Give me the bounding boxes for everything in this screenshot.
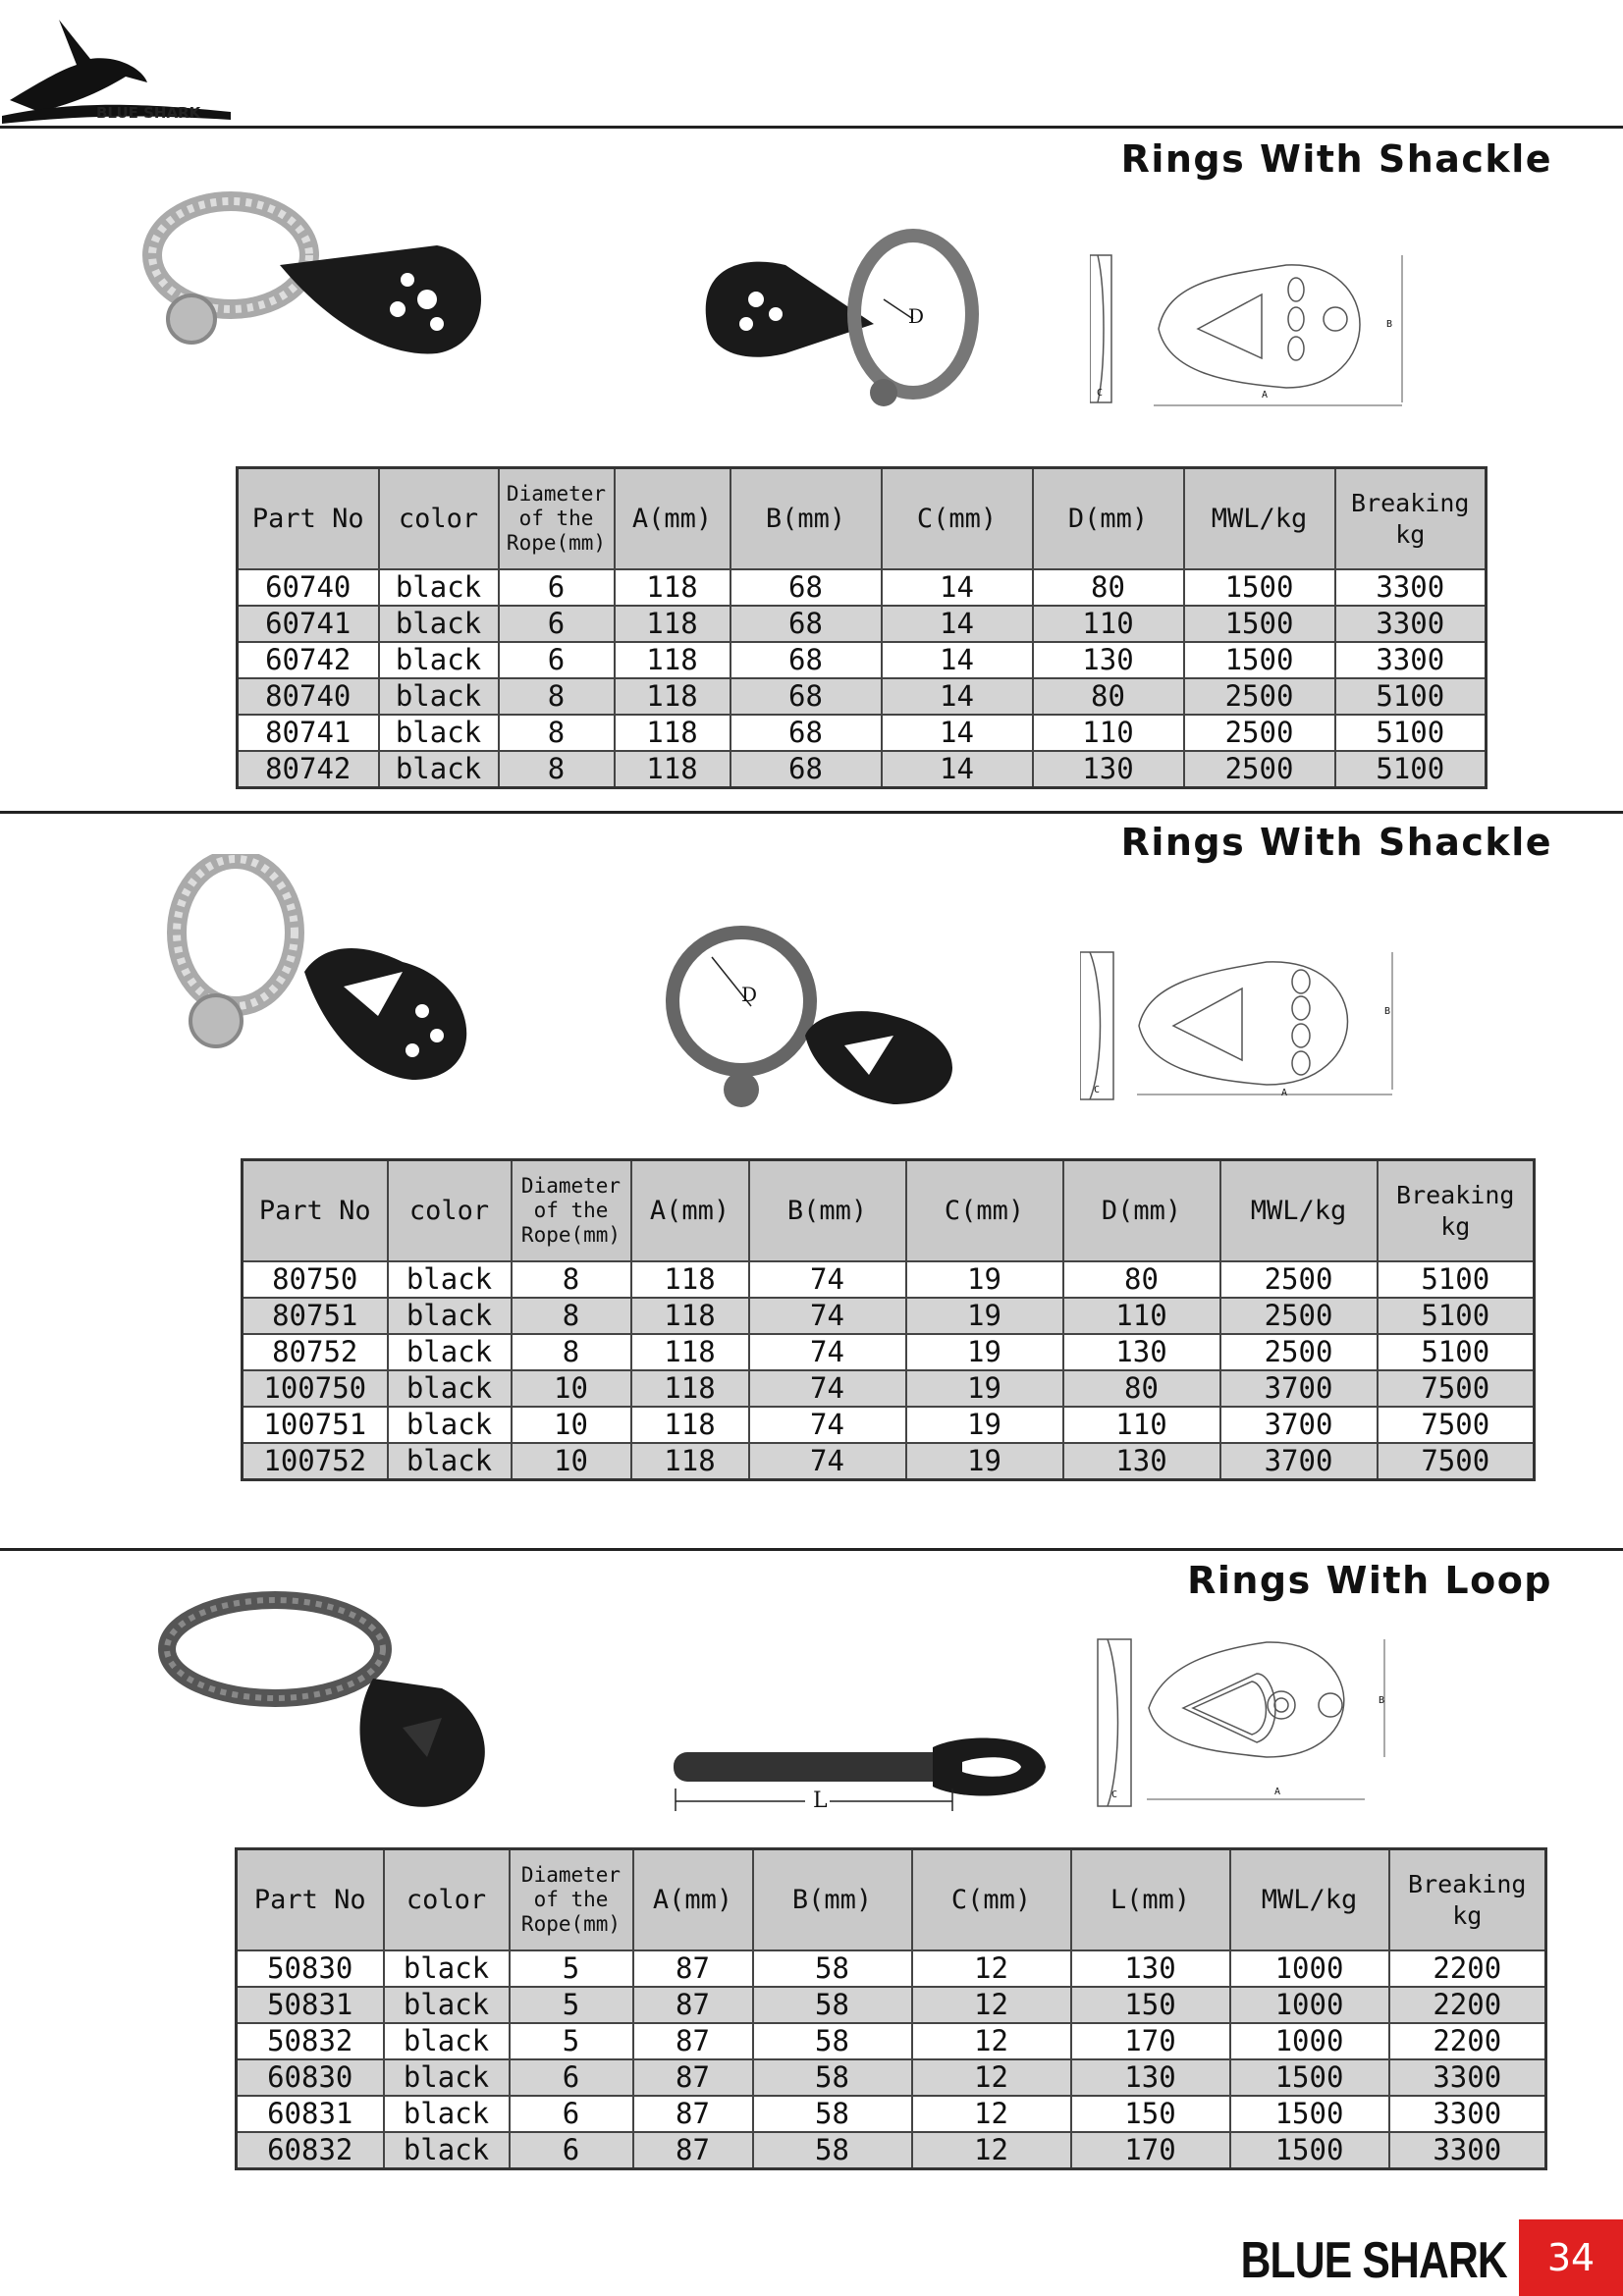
- col-breaking: Breaking kg: [1378, 1160, 1535, 1262]
- table-cell: 118: [615, 678, 730, 715]
- table-cell: 3300: [1335, 606, 1487, 642]
- table-cell: 19: [906, 1407, 1063, 1443]
- table-cell: 80751: [243, 1298, 388, 1334]
- table-cell: black: [384, 2059, 510, 2096]
- dimension-label-c: C: [1094, 1085, 1101, 1095]
- dimension-label-b: B: [1386, 319, 1393, 330]
- table-cell: 3300: [1389, 2096, 1546, 2132]
- table-cell: 3700: [1220, 1443, 1378, 1480]
- table-cell: 58: [753, 2096, 912, 2132]
- table-cell: 19: [906, 1334, 1063, 1370]
- table-cell: 80750: [243, 1261, 388, 1298]
- table-cell: 3300: [1335, 569, 1487, 606]
- col-diameter: Diameter of the Rope(mm): [510, 1849, 633, 1951]
- table-cell: 19: [906, 1298, 1063, 1334]
- table-row: [238, 606, 1487, 642]
- table-cell: black: [384, 2096, 510, 2132]
- section-3-title: Rings With Loop: [1187, 1559, 1552, 1602]
- table-cell: 6: [510, 2132, 633, 2169]
- section-2-technical-diagram: [1080, 947, 1404, 1108]
- table-row: [238, 678, 1487, 715]
- table-cell: 8: [499, 751, 615, 788]
- table-cell: 14: [882, 606, 1033, 642]
- dimension-label-b: B: [1384, 1006, 1391, 1017]
- table-cell: 3300: [1335, 642, 1487, 678]
- table-cell: 74: [749, 1298, 906, 1334]
- table-cell: 80740: [238, 678, 379, 715]
- table-cell: 12: [912, 2059, 1071, 2096]
- table-cell: black: [388, 1334, 512, 1370]
- table-cell: 1500: [1230, 2059, 1389, 2096]
- table-cell: 1500: [1184, 642, 1335, 678]
- col-b: B(mm): [730, 468, 882, 570]
- table-row: [243, 1334, 1535, 1370]
- col-a: A(mm): [631, 1160, 749, 1262]
- col-mwl: MWL/kg: [1220, 1160, 1378, 1262]
- table-cell: 60832: [237, 2132, 384, 2169]
- table-cell: 1000: [1230, 1950, 1389, 1987]
- table-cell: 68: [730, 678, 882, 715]
- section-1-product-photo: [133, 187, 506, 367]
- table-row: [237, 2096, 1546, 2132]
- dimension-label-c: C: [1111, 1789, 1118, 1800]
- table-cell: 68: [730, 569, 882, 606]
- table-cell: 118: [631, 1334, 749, 1370]
- table-cell: 50832: [237, 2023, 384, 2059]
- table-cell: black: [379, 678, 499, 715]
- table-cell: 19: [906, 1370, 1063, 1407]
- col-color: color: [384, 1849, 510, 1951]
- table-cell: 170: [1071, 2023, 1230, 2059]
- section-2-spec-table: [241, 1158, 1536, 1481]
- table-cell: 150: [1071, 2096, 1230, 2132]
- table-cell: black: [388, 1407, 512, 1443]
- table-header-row: [238, 468, 1487, 570]
- table-cell: 8: [512, 1334, 631, 1370]
- table-cell: 8: [499, 678, 615, 715]
- table-cell: 10: [512, 1370, 631, 1407]
- table-cell: 14: [882, 678, 1033, 715]
- col-diameter: Diameter of the Rope(mm): [499, 468, 615, 570]
- table-cell: 68: [730, 715, 882, 751]
- table-cell: 118: [615, 715, 730, 751]
- logo-text: BLUE SHARK: [96, 104, 201, 122]
- col-a: A(mm): [633, 1849, 753, 1951]
- table-cell: black: [384, 2023, 510, 2059]
- dimension-label-a: A: [1281, 1088, 1288, 1098]
- table-cell: 50830: [237, 1950, 384, 1987]
- table-cell: black: [379, 751, 499, 788]
- table-cell: 12: [912, 2023, 1071, 2059]
- table-cell: 1500: [1230, 2132, 1389, 2169]
- table-cell: 58: [753, 1987, 912, 2023]
- table-cell: 68: [730, 642, 882, 678]
- table-cell: 2200: [1389, 2023, 1546, 2059]
- header-rule: [0, 126, 1623, 129]
- table-cell: 68: [730, 751, 882, 788]
- table-cell: 14: [882, 642, 1033, 678]
- table-cell: 5: [510, 2023, 633, 2059]
- section-divider-1: [0, 811, 1623, 814]
- table-cell: 1500: [1184, 606, 1335, 642]
- table-cell: 12: [912, 2096, 1071, 2132]
- table-cell: 87: [633, 2023, 753, 2059]
- table-cell: 10: [512, 1443, 631, 1480]
- table-cell: 7500: [1378, 1370, 1535, 1407]
- table-cell: 6: [510, 2059, 633, 2096]
- table-cell: 110: [1033, 715, 1184, 751]
- col-diameter: Diameter of the Rope(mm): [512, 1160, 631, 1262]
- table-cell: 130: [1071, 2059, 1230, 2096]
- table-cell: black: [379, 606, 499, 642]
- col-d: D(mm): [1033, 468, 1184, 570]
- table-cell: 14: [882, 751, 1033, 788]
- table-cell: 2200: [1389, 1950, 1546, 1987]
- table-row: [243, 1298, 1535, 1334]
- table-cell: 170: [1071, 2132, 1230, 2169]
- col-part-no: Part No: [237, 1849, 384, 1951]
- table-cell: 87: [633, 2059, 753, 2096]
- table-cell: 118: [615, 642, 730, 678]
- table-row: [238, 715, 1487, 751]
- table-cell: 14: [882, 715, 1033, 751]
- col-color: color: [379, 468, 499, 570]
- table-cell: 130: [1063, 1443, 1220, 1480]
- section-3-product-photo-dimension: [668, 1728, 1060, 1820]
- table-cell: 7500: [1378, 1443, 1535, 1480]
- col-color: color: [388, 1160, 512, 1262]
- table-cell: 80: [1033, 569, 1184, 606]
- table-cell: 60741: [238, 606, 379, 642]
- table-row: [237, 2023, 1546, 2059]
- table-cell: 74: [749, 1407, 906, 1443]
- table-cell: 74: [749, 1443, 906, 1480]
- table-row: [243, 1261, 1535, 1298]
- section-1-technical-diagram: [1090, 250, 1414, 411]
- table-cell: 58: [753, 2059, 912, 2096]
- table-cell: 3700: [1220, 1407, 1378, 1443]
- table-header-row: [237, 1849, 1546, 1951]
- table-cell: black: [388, 1370, 512, 1407]
- table-cell: 118: [631, 1407, 749, 1443]
- table-cell: 50831: [237, 1987, 384, 2023]
- table-cell: 130: [1033, 642, 1184, 678]
- table-row: [237, 1987, 1546, 2023]
- col-c: C(mm): [882, 468, 1033, 570]
- dimension-label-l: L: [813, 1789, 828, 1813]
- table-cell: 6: [499, 642, 615, 678]
- table-cell: 12: [912, 1987, 1071, 2023]
- table-cell: 5100: [1335, 751, 1487, 788]
- table-cell: 80741: [238, 715, 379, 751]
- table-cell: 1500: [1184, 569, 1335, 606]
- table-cell: 100750: [243, 1370, 388, 1407]
- table-cell: 8: [499, 715, 615, 751]
- table-cell: 80: [1063, 1370, 1220, 1407]
- table-cell: 60831: [237, 2096, 384, 2132]
- table-cell: 130: [1033, 751, 1184, 788]
- table-cell: 5100: [1335, 715, 1487, 751]
- table-cell: 118: [615, 569, 730, 606]
- table-row: [238, 642, 1487, 678]
- table-cell: 130: [1071, 1950, 1230, 1987]
- section-1-product-photo-dimension: [687, 206, 982, 416]
- table-cell: 1500: [1230, 2096, 1389, 2132]
- table-cell: black: [384, 1950, 510, 1987]
- table-cell: 1000: [1230, 1987, 1389, 2023]
- table-cell: 68: [730, 606, 882, 642]
- table-cell: 60740: [238, 569, 379, 606]
- section-2-product-photo: [157, 854, 501, 1094]
- brand-logo: [0, 14, 236, 128]
- dimension-label-d: D: [741, 983, 758, 1006]
- table-cell: black: [384, 1987, 510, 2023]
- section-divider-2: [0, 1548, 1623, 1551]
- table-row: [237, 1950, 1546, 1987]
- dimension-label-c: C: [1097, 388, 1104, 399]
- table-cell: 60742: [238, 642, 379, 678]
- col-b: B(mm): [749, 1160, 906, 1262]
- table-cell: 2500: [1220, 1334, 1378, 1370]
- col-l: L(mm): [1071, 1849, 1230, 1951]
- table-cell: 110: [1033, 606, 1184, 642]
- section-1-title: Rings With Shackle: [1120, 137, 1552, 181]
- col-a: A(mm): [615, 468, 730, 570]
- dimension-label-a: A: [1262, 390, 1269, 400]
- table-row: [237, 2059, 1546, 2096]
- table-cell: 80752: [243, 1334, 388, 1370]
- table-cell: 58: [753, 1950, 912, 1987]
- table-cell: 118: [615, 606, 730, 642]
- col-c: C(mm): [912, 1849, 1071, 1951]
- table-cell: 58: [753, 2023, 912, 2059]
- table-cell: 5: [510, 1987, 633, 2023]
- table-cell: 100751: [243, 1407, 388, 1443]
- table-cell: 5100: [1378, 1261, 1535, 1298]
- table-cell: 74: [749, 1261, 906, 1298]
- table-cell: 110: [1063, 1407, 1220, 1443]
- table-cell: 1000: [1230, 2023, 1389, 2059]
- table-cell: black: [388, 1261, 512, 1298]
- table-row: [237, 2132, 1546, 2169]
- section-3-technical-diagram: [1090, 1634, 1404, 1815]
- table-row: [238, 569, 1487, 606]
- table-cell: 2500: [1184, 751, 1335, 788]
- table-row: [243, 1370, 1535, 1407]
- col-c: C(mm): [906, 1160, 1063, 1262]
- table-cell: black: [388, 1298, 512, 1334]
- col-breaking: Breaking kg: [1389, 1849, 1546, 1951]
- table-cell: 19: [906, 1261, 1063, 1298]
- table-cell: 7500: [1378, 1407, 1535, 1443]
- table-cell: 110: [1063, 1298, 1220, 1334]
- table-cell: 3700: [1220, 1370, 1378, 1407]
- table-cell: 60830: [237, 2059, 384, 2096]
- table-cell: 80: [1063, 1261, 1220, 1298]
- table-cell: 19: [906, 1443, 1063, 1480]
- col-mwl: MWL/kg: [1230, 1849, 1389, 1951]
- table-cell: 5: [510, 1950, 633, 1987]
- col-d: D(mm): [1063, 1160, 1220, 1262]
- table-cell: black: [379, 569, 499, 606]
- table-cell: 12: [912, 2132, 1071, 2169]
- table-cell: 6: [499, 569, 615, 606]
- table-cell: 8: [512, 1261, 631, 1298]
- table-cell: 5100: [1378, 1298, 1535, 1334]
- col-part-no: Part No: [238, 468, 379, 570]
- table-cell: 2200: [1389, 1987, 1546, 2023]
- table-header-row: [243, 1160, 1535, 1262]
- table-cell: 74: [749, 1334, 906, 1370]
- table-cell: 2500: [1220, 1261, 1378, 1298]
- table-cell: black: [379, 715, 499, 751]
- table-cell: 2500: [1184, 715, 1335, 751]
- table-cell: 6: [499, 606, 615, 642]
- footer-brand: BLUE SHARK: [1240, 2232, 1507, 2289]
- table-cell: 3300: [1389, 2132, 1546, 2169]
- table-cell: black: [384, 2132, 510, 2169]
- table-cell: 5100: [1335, 678, 1487, 715]
- table-cell: 118: [631, 1298, 749, 1334]
- section-3-spec-table: [235, 1847, 1547, 2170]
- table-row: [238, 751, 1487, 788]
- table-cell: 87: [633, 2132, 753, 2169]
- table-cell: 150: [1071, 1987, 1230, 2023]
- table-cell: 8: [512, 1298, 631, 1334]
- table-cell: 118: [631, 1443, 749, 1480]
- col-part-no: Part No: [243, 1160, 388, 1262]
- section-2-product-photo-dimension: [658, 918, 972, 1118]
- table-cell: 80: [1033, 678, 1184, 715]
- table-cell: 10: [512, 1407, 631, 1443]
- table-cell: 12: [912, 1950, 1071, 1987]
- table-cell: 87: [633, 2096, 753, 2132]
- page-number: 34: [1519, 2219, 1623, 2296]
- table-cell: 100752: [243, 1443, 388, 1480]
- section-3-product-photo: [147, 1580, 520, 1830]
- table-cell: 118: [631, 1370, 749, 1407]
- table-cell: 87: [633, 1950, 753, 1987]
- table-cell: 5100: [1378, 1334, 1535, 1370]
- table-cell: 6: [510, 2096, 633, 2132]
- table-cell: 130: [1063, 1334, 1220, 1370]
- table-cell: 118: [631, 1261, 749, 1298]
- col-mwl: MWL/kg: [1184, 468, 1335, 570]
- table-cell: 2500: [1184, 678, 1335, 715]
- table-row: [243, 1407, 1535, 1443]
- table-cell: 80742: [238, 751, 379, 788]
- table-cell: 87: [633, 1987, 753, 2023]
- table-cell: 14: [882, 569, 1033, 606]
- table-cell: 74: [749, 1370, 906, 1407]
- dimension-label-b: B: [1379, 1695, 1385, 1706]
- table-row: [243, 1443, 1535, 1480]
- dimension-label-d: D: [908, 304, 925, 328]
- table-cell: black: [379, 642, 499, 678]
- table-cell: 58: [753, 2132, 912, 2169]
- section-1-spec-table: [236, 466, 1488, 789]
- table-cell: black: [388, 1443, 512, 1480]
- table-cell: 3300: [1389, 2059, 1546, 2096]
- table-cell: 118: [615, 751, 730, 788]
- table-cell: 2500: [1220, 1298, 1378, 1334]
- col-b: B(mm): [753, 1849, 912, 1951]
- col-breaking: Breaking kg: [1335, 468, 1487, 570]
- section-2-title: Rings With Shackle: [1120, 821, 1552, 864]
- dimension-label-a: A: [1274, 1787, 1281, 1797]
